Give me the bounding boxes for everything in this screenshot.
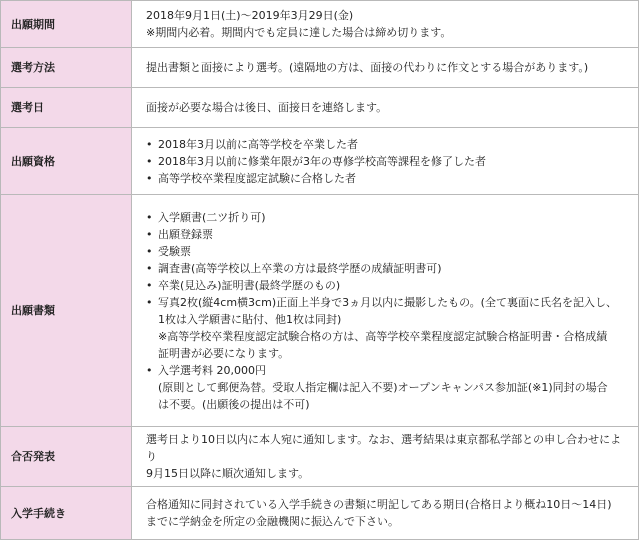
date-text: 面接が必要な場合は後日、面接日を連絡します。: [146, 101, 388, 114]
row-label: 入学手続き: [1, 487, 132, 540]
photo-text: 写真2枚(縦4cm横3cm)正面上半身で3ヵ月以内に撮影したもの。(全て裏面に氏名を記入し、: [158, 295, 617, 309]
list-item: • 入学願書(二ツ折り可): [146, 209, 628, 226]
list-item: • 受験票: [146, 243, 628, 260]
list-item: • 卒業(見込み)証明書(最終学歴のもの): [146, 277, 628, 294]
row-enrollment-procedure: [1, 487, 639, 540]
photo-cont: 証明書が必要になります。: [158, 346, 290, 360]
row-content: [132, 1, 639, 48]
row-selection-date: [1, 88, 639, 128]
eligibility-list: [146, 136, 628, 187]
procedure-text: までに学納金を所定の金融機関に振込んで下さい。: [146, 515, 399, 528]
row-label: 出願書類: [1, 195, 132, 427]
row-eligibility: [1, 128, 639, 195]
row-application-period: [1, 1, 639, 48]
row-documents: [1, 195, 639, 427]
row-content: [132, 195, 639, 427]
photo-cont: ※高等学校卒業程度認定試験合格の方は、高等学校卒業程度認定試験合格証明書・合格成績: [158, 329, 608, 343]
row-content: [132, 88, 639, 128]
period-note: ※期間内必着。期間内でも定員に達した場合は締め切ります。: [146, 26, 452, 39]
list-item: • 出願登録票: [146, 226, 628, 243]
row-content: [132, 427, 639, 487]
documents-list: [146, 209, 628, 413]
row-content: [132, 128, 639, 195]
list-item-photo: [146, 294, 628, 362]
fee-cont: (原則として郵便為替。受取人指定欄は記入不要)オープンキャンパス参加証(※1)同封の場合: [158, 380, 608, 394]
row-content: [132, 48, 639, 88]
row-label: 選考方法: [1, 48, 132, 88]
photo-cont: 1枚は入学願書に貼付、他1枚は同封): [158, 312, 342, 326]
row-label: 合否発表: [1, 427, 132, 487]
result-text: 選考日より10日以内に本人宛に通知します。なお、選考結果は東京都私学部との申し合わせにより: [146, 433, 622, 463]
fee-text: 入学選考料 20,000円: [158, 363, 266, 377]
row-label: 選考日: [1, 88, 132, 128]
list-item: • 2018年3月以前に高等学校を卒業した者: [146, 136, 628, 153]
list-item: • 高等学校卒業程度認定試験に合格した者: [146, 170, 628, 187]
row-label: 出願資格: [1, 128, 132, 195]
list-item: • 調査書(高等学校以上卒業の方は最終学歴の成績証明書可): [146, 260, 628, 277]
list-item: • 2018年3月以前に修業年限が3年の専修学校高等課程を修了した者: [146, 153, 628, 170]
fee-cont: は不要。(出願後の提出は不可): [158, 397, 310, 411]
row-result-announcement: [1, 427, 639, 487]
result-text: 9月15日以降に順次通知します。: [146, 467, 310, 480]
method-text: 提出書類と面接により選考。(遠隔地の方は、面接の代わりに作文とする場合があります。): [146, 61, 589, 74]
row-label: 出願期間: [1, 1, 132, 48]
procedure-text: 合格通知に同封されている入学手続きの書類に明記してある期日(合格日より概ね10日〜14日): [146, 498, 612, 511]
row-selection-method: [1, 48, 639, 88]
period-dates: 2018年9月1日(土)〜2019年3月29日(金): [146, 9, 354, 22]
list-item-fee: [146, 362, 628, 413]
row-content: [132, 487, 639, 540]
